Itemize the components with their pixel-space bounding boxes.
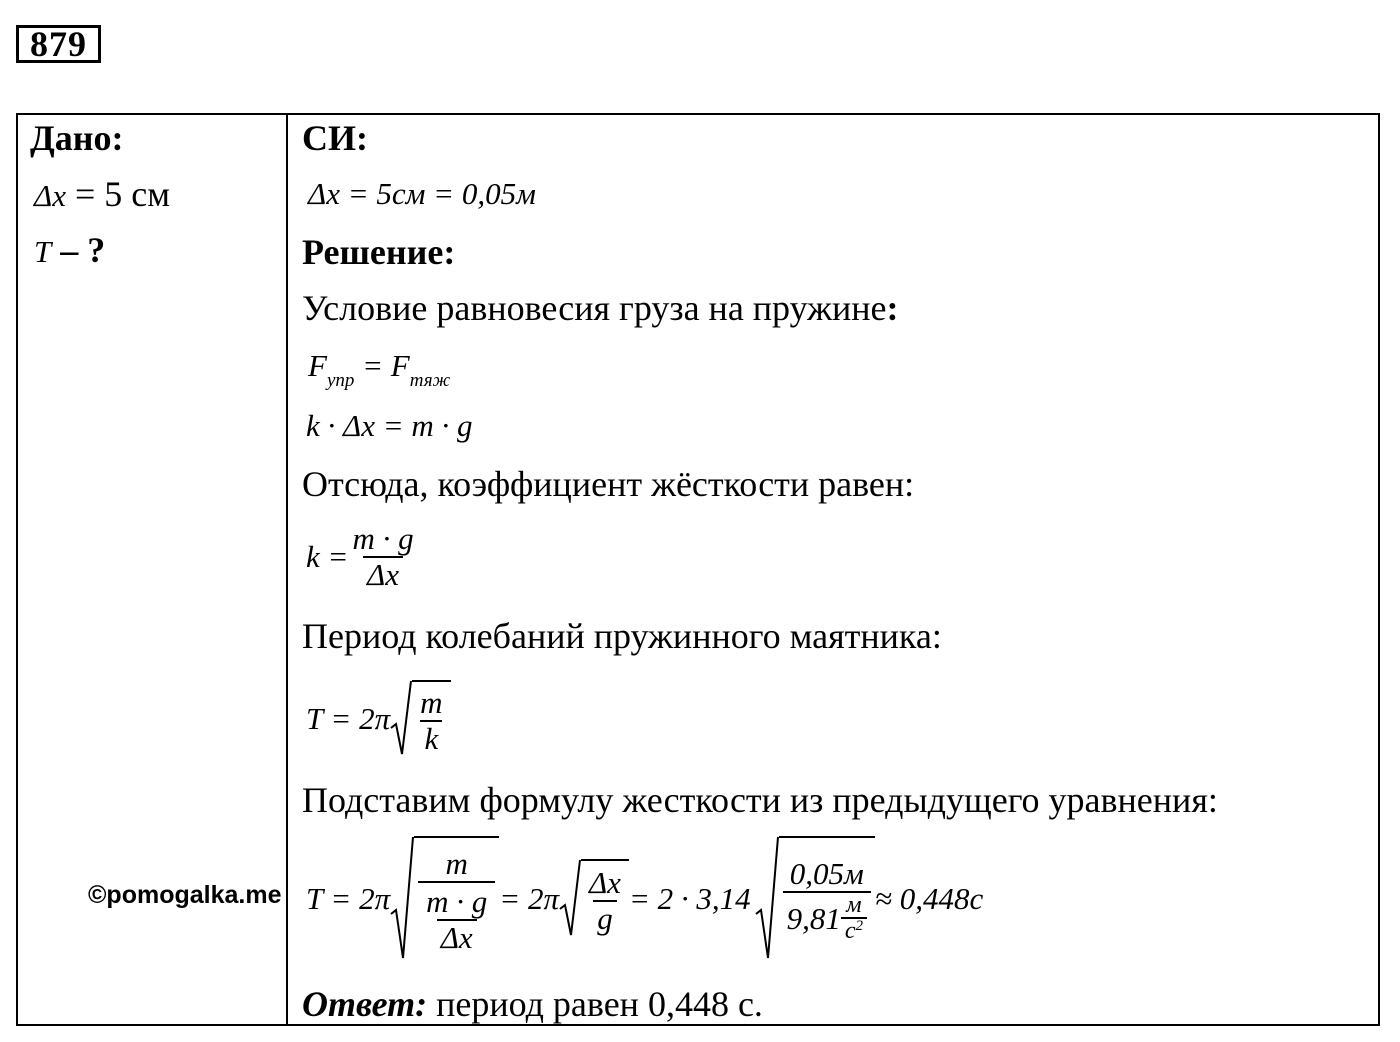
given-t-question: – ? — [51, 230, 106, 270]
eq4-left: T = 2π — [306, 701, 391, 736]
eq5-f2-numerator: Δx — [588, 865, 621, 900]
eq5-inner-denominator: Δx — [437, 919, 477, 955]
eq5-fraction3 — [783, 857, 871, 946]
eq5-sqrt1 — [390, 836, 499, 962]
eq4-fraction — [416, 686, 446, 756]
paragraph-equilibrium — [302, 288, 899, 328]
equation-hooke: k · Δx = m · g — [306, 408, 473, 443]
eq3-fraction — [348, 522, 417, 592]
eq5-sqrt3 — [755, 836, 875, 962]
answer-line — [302, 984, 763, 1024]
eq5-unit-fraction — [841, 893, 867, 946]
eq5-sqrt2 — [559, 859, 629, 939]
eq5-mid2: = 2 · 3,14 — [628, 881, 751, 916]
eq4-denominator: k — [420, 720, 442, 756]
eq1-right-sub: тяж — [409, 370, 451, 391]
sqrt-sign-icon — [390, 680, 412, 758]
eq5-f1-numerator: m — [445, 846, 468, 881]
paragraph-period: Период колебаний пружинного маятника: — [302, 616, 942, 656]
eq5-f2-denominator: g — [593, 900, 617, 936]
given-t-var: T — [34, 234, 52, 269]
eq5-inner-fraction — [422, 885, 491, 955]
eq5-unit-denominator: с — [844, 917, 856, 944]
eq3-numerator: m · g — [352, 521, 414, 556]
paragraph-stiffness: Отсюда, коэффициент жёсткости равен: — [302, 464, 915, 504]
eq5-fraction2 — [585, 866, 625, 936]
eq5-fraction1 — [418, 847, 495, 955]
eq5-mid: = 2π — [499, 881, 559, 916]
eq5-left: T = 2π — [306, 881, 391, 916]
eq1-mid: = F — [354, 348, 410, 383]
eq5-inner-numerator: m · g — [426, 884, 488, 919]
sqrt-sign-icon — [559, 859, 581, 939]
sqrt-sign-icon — [755, 836, 779, 962]
problem-number: 879 — [16, 25, 101, 63]
paragraph-equilibrium-text: Условие равновесия груза на пружине — [302, 288, 887, 328]
paragraph-equilibrium-colon: : — [886, 288, 899, 328]
solution-header: Решение: — [302, 232, 456, 272]
equation-final — [306, 836, 983, 962]
si-conversion: Δx = 5см = 0,05м — [308, 176, 536, 211]
eq1-left: F — [308, 348, 327, 383]
given-header: Дано: — [30, 118, 124, 158]
si-header: СИ: — [302, 118, 368, 158]
given-line-dx — [34, 174, 170, 216]
column-divider — [286, 113, 288, 1026]
eq1-left-sub: упр — [326, 370, 355, 391]
equation-k — [306, 522, 418, 592]
eq5-f3-value: 9,81 — [786, 901, 841, 936]
given-dx-value: = 5 см — [65, 174, 171, 214]
answer-label: Ответ: — [302, 984, 428, 1024]
equation-forces — [308, 346, 450, 391]
eq3-left: k = — [306, 539, 349, 574]
eq4-numerator: m — [420, 685, 443, 720]
watermark: ©pomogalka.me — [88, 881, 282, 909]
given-dx-var: Δx — [34, 178, 66, 213]
eq3-denominator: Δx — [363, 556, 403, 592]
given-line-t — [34, 230, 105, 272]
equation-period — [306, 680, 451, 758]
eq5-unit-exponent: 2 — [855, 917, 864, 934]
eq5-result: ≈ 0,448с — [875, 881, 984, 916]
paragraph-substitute: Подставим формулу жесткости из предыдущего уравнения: — [302, 780, 1218, 820]
sqrt-sign-icon — [390, 836, 414, 962]
answer-text: период равен 0,448 с. — [427, 984, 763, 1024]
eq5-f3-numerator: 0,05м — [789, 855, 864, 891]
eq4-sqrt — [390, 680, 450, 758]
eq5-unit-numerator: м — [846, 891, 862, 918]
